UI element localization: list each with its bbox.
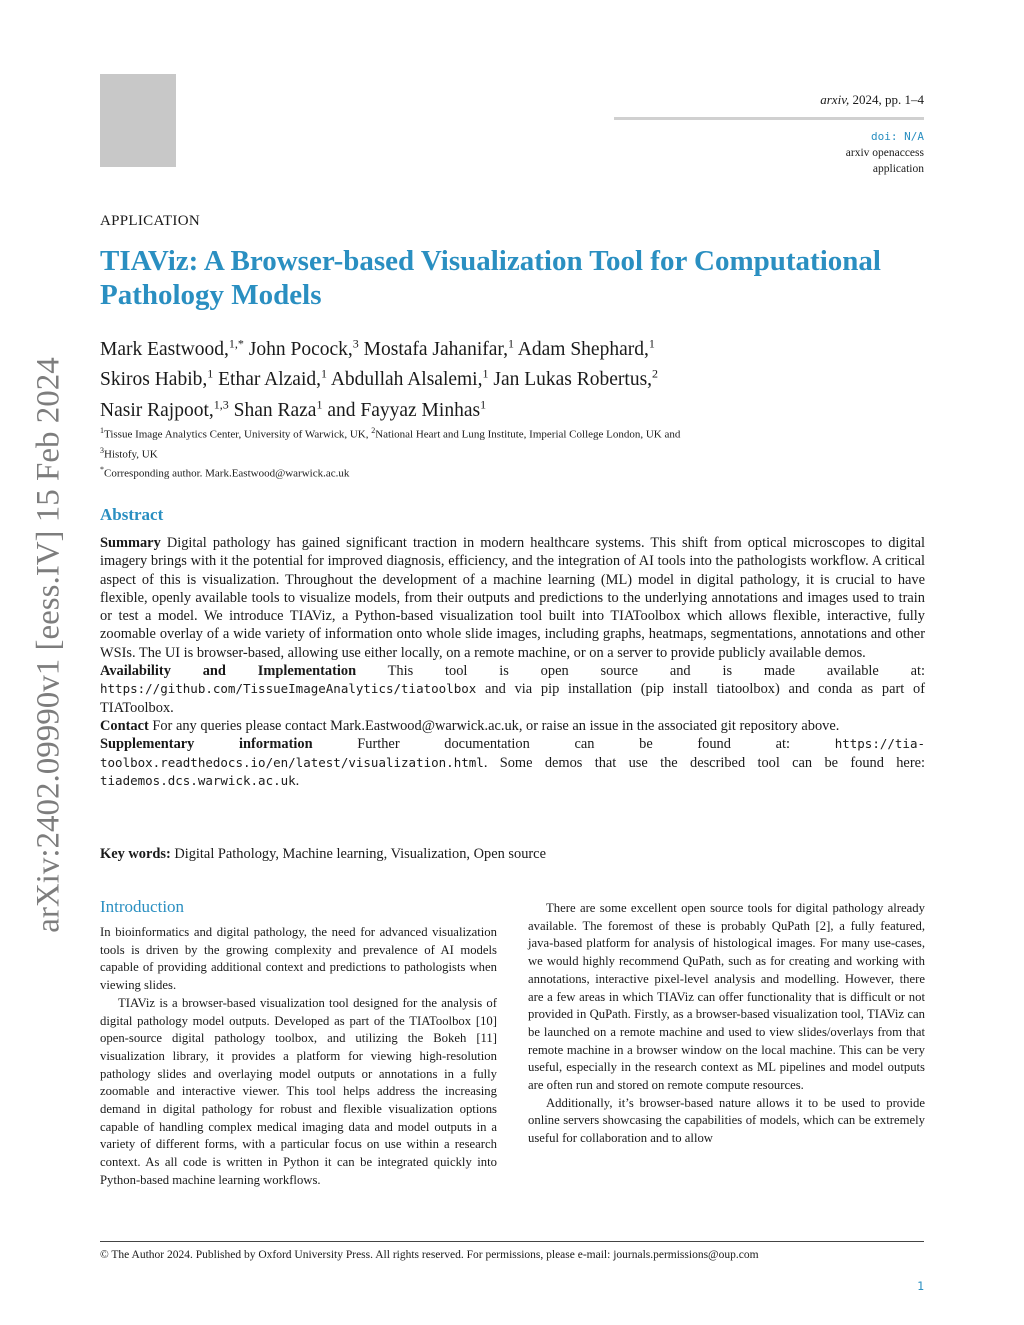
copyright-footer: © The Author 2024. Published by Oxford University Press. All rights reserved. For permissions, please e-mail: journals.permissions@oup.com xyxy=(100,1249,759,1261)
github-link[interactable]: https://github.com/TissueImageAnalytics/tiatoolbox xyxy=(100,681,477,697)
author: Adam Shephard,$^1$ xyxy=(517,336,655,360)
abstract-summary: Summary Digital pathology has gained significant traction in modern healthcare systems. This shift from optical microscopes to digital imagery brings with it the potential for improved diagnosis, efficiency, and the integration of AI tools into the pathologists workflow. A critical aspect of this is visualization. Throughout the development of a machine learning (ML) model in digital pathology, it is crucial to have flexible, openly available tools to visualize models, from their outputs and predictions to the underlying annotations and images used to train or test a model. We introduce TIAViz, a Python-based visualization tool built into TIAToolbox which allows flexible, interactive, fully zoomable overlay of a wide variety of information onto whole slide images, including graphs, heatmaps, segmentations, annotations and other WSIs. The UI is browser-based, allowing use either locally, on a remote machine, or on a server to provide publicly available demos. xyxy=(100,535,925,661)
doi: doi: N/A xyxy=(871,130,924,143)
journal-logo-placeholder xyxy=(100,74,176,167)
paragraph: In bioinformatics and digital pathology, the need for advanced visualization tools is driven by the growing complexity and prevalence of AI models capable of providing additional context and predictions to pathologists when viewing slides. xyxy=(100,925,497,993)
footer-rule xyxy=(100,1241,924,1242)
author: Abdullah Alsalemi,$^1$ xyxy=(330,366,489,390)
journal-name: arxiv, xyxy=(820,92,850,107)
access-type: arxiv openaccess xyxy=(845,147,924,159)
doi-block xyxy=(846,129,924,177)
introduction-heading: Introduction xyxy=(100,897,185,916)
abstract-supplementary: Supplementary information Further documentation can be found at: https://tia-toolbox.readthedocs.io/en/latest/visualization.html. Some demos that use the described tool can be found here: tiademos.dcs.warwick.ac.uk. xyxy=(100,736,925,789)
year-pages: 2024, pp. 1–4 xyxy=(849,92,924,107)
affiliation-line: $^3$Histofy, UK xyxy=(100,445,158,461)
author: Mostafa Jahanifar,$^1$ xyxy=(363,336,514,360)
abstract-availability: Availability and Implementation This tool is open source and is made available at: https://github.com/TissueImageAnalytics/tiatoolbox and via pip installation (pip install tiatoolbox) and conda as part of TIAToolbox. xyxy=(100,663,925,716)
author: John Pocock,$^3$ xyxy=(248,336,359,360)
affiliations xyxy=(100,423,930,482)
arxiv-watermark: arXiv:2402.09990v1 [eess.IV] 15 Feb 2024 xyxy=(30,357,67,933)
abstract-contact: Contact For any queries please contact Mark.Eastwood@warwick.ac.uk, or raise an issue in the associated git repository above. xyxy=(100,717,840,734)
author: and Fayyaz Minhas$^1$ xyxy=(327,397,487,421)
paragraph: TIAViz is a browser-based visualization tool designed for the analysis of digital pathology model outputs. Developed as part of the TIAToolbox [10] open-source digital pathology toolbox, and utilizing the Bokeh [11] visualization library, it provides a platform for viewing high-resolution pathology slides and overlaying model outputs or annotations in a fully zoomable and interactive viewer. This tool helps address the increasing demand in digital pathology for robust and flexible visualization options capable of handling complex medical imaging data and model outputs in a variety of different forms, with a particular focus on use within a research context. As all code is written in Python it can be integrated quickly into Python-based machine learning workflows. xyxy=(100,995,497,1187)
author: Jan Lukas Robertus,$^2$ xyxy=(493,366,659,390)
abstract-heading: Abstract xyxy=(100,505,164,524)
author: Shan Raza$^1$ xyxy=(233,397,323,421)
page-title: TIAViz: A Browser-based Visualization Tool for Computational Pathology Models xyxy=(100,245,881,311)
demos-link[interactable]: tiademos.dcs.warwick.ac.uk xyxy=(100,772,296,788)
author: Mark Eastwood,$^{1,*}$ xyxy=(100,336,244,360)
article-category: APPLICATION xyxy=(100,213,200,229)
abstract-body xyxy=(100,534,925,790)
paragraph: Additionally, it’s browser-based nature allows it to be used to provide online servers showcasing the capabilities of models, which can be extremely useful for collaboration and to allow xyxy=(528,1095,925,1146)
right-column xyxy=(528,900,925,1148)
running-header xyxy=(820,92,924,108)
keywords: Key words: Digital Pathology, Machine learning, Visualization, Open source xyxy=(100,846,546,862)
page-number: 1 xyxy=(917,1279,924,1293)
header-rule xyxy=(614,117,924,120)
author: Nasir Rajpoot,$^{1,3}$ xyxy=(100,397,229,421)
affiliation-line: $^1$Tissue Image Analytics Center, University of Warwick, UK, $^2$National Heart and Lung Institute, Imperial College London, UK and xyxy=(100,426,681,441)
author: Ethar Alzaid,$^1$ xyxy=(218,366,328,390)
author: Skiros Habib,$^1$ xyxy=(100,366,214,390)
author-list xyxy=(100,331,920,423)
left-column xyxy=(100,924,497,1190)
article-type: application xyxy=(872,163,924,175)
corresponding-author: *Corresponding author. Mark.Eastwood@warwick.ac.uk xyxy=(100,465,350,480)
paragraph: There are some excellent open source tools for digital pathology already available. The foremost of these is probably QuPath [2], a fully featured, java-based platform for analysis of histological images. For many use-cases, we would highly recommend QuPath, such as for creating and working with annotations, interactive pixel-level analysis and modelling. However, there are a few areas in which TIAViz can offer functionality that is difficult or not provided in QuPath. Firstly, as a browser-based visualization tool, TIAViz can be launched on a remote machine and used to view slides/overlays from that remote machine in a browser window on the local machine. This can be very useful, especially in the research context as ML pipelines and model outputs are often run and stored on remote compute resources. xyxy=(528,901,925,1093)
docs-link[interactable]: https://tia-toolbox.readthedocs.io/en/latest/visualization.html xyxy=(100,736,925,770)
